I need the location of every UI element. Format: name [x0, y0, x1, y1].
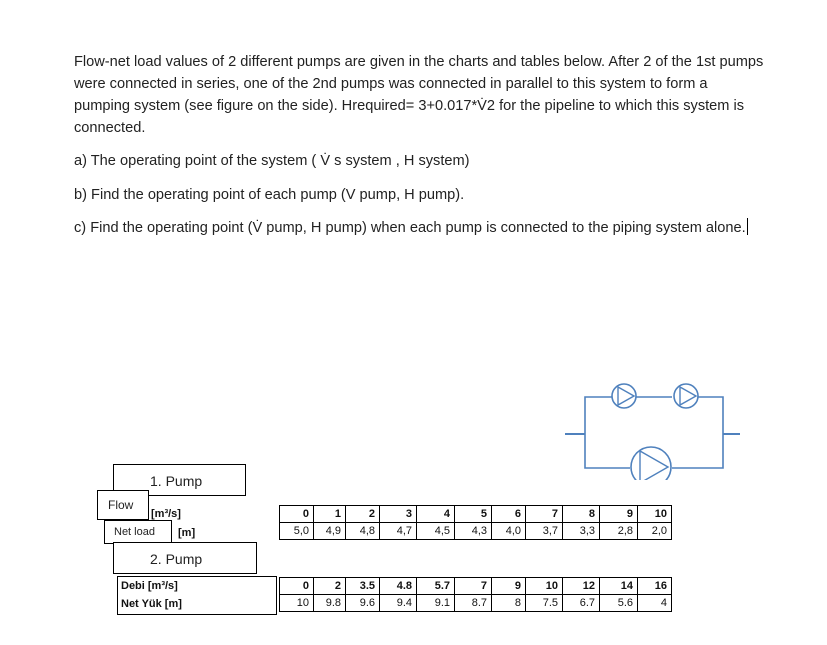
pump2-flow-cell: 7 [455, 578, 492, 595]
pump2-head-cell: 9.4 [380, 595, 417, 612]
pump2-flow-cell: 12 [563, 578, 600, 595]
series-branch-pipe [585, 397, 615, 434]
problem-part-c [74, 217, 764, 239]
pump2-head-cell: 9.6 [346, 595, 380, 612]
pump2-head-row [280, 595, 672, 612]
pump1-head-row [280, 523, 672, 540]
pump2-flow-cell: 10 [526, 578, 563, 595]
parallel-outlet-pipe [672, 434, 723, 468]
pump1-head-cell: 2,8 [600, 523, 638, 540]
pump2-title: 2. Pump [150, 551, 203, 567]
pump1-head-cell: 4,9 [314, 523, 346, 540]
pump1-flow-cell: 0 [280, 506, 314, 523]
pump1-head-cell: 4,3 [455, 523, 492, 540]
pump1-flow-cell: 8 [563, 506, 600, 523]
pump2-head-cell: 6.7 [563, 595, 600, 612]
net-load-label-box [104, 520, 172, 544]
pump1-head-cell: 4,5 [417, 523, 455, 540]
pump2-flow-cell: 9 [492, 578, 526, 595]
pump1-flow-cell: 1 [314, 506, 346, 523]
series-pump-2-icon [674, 384, 698, 408]
pump2-flow-cell: 0 [280, 578, 314, 595]
pump1-flow-cell: 4 [417, 506, 455, 523]
pump1-head-cell: 2,0 [638, 523, 672, 540]
problem-part-b: b) Find the operating point of each pump (V pump, H pump). [74, 187, 465, 203]
text-cursor [747, 218, 748, 235]
pump1-values-table [279, 505, 672, 540]
pump2-head-cell: 9.8 [314, 595, 346, 612]
pump2-flow-label: Debi [m³/s] [121, 580, 178, 592]
pump1-flow-cell: 10 [638, 506, 672, 523]
problem-intro-text: Flow-net load values of 2 different pumps are given in the charts and tables below. After 2 of the 1st pumps were connected in series, one of the 2nd pumps was connected in parallel to this system to form a pumping system (see figure on the side). Hrequired= 3+0.017*V̇2 for the pipeline to which this system is connected. [74, 54, 764, 136]
pump2-head-cell: 8 [492, 595, 526, 612]
flow-label: Flow [108, 498, 134, 512]
pump2-flow-cell: 4.8 [380, 578, 417, 595]
pump1-flow-cell: 5 [455, 506, 492, 523]
problem-part-a: a) The operating point of the system ( V̇ s system , H system) [74, 153, 470, 169]
pump2-flow-cell: 14 [600, 578, 638, 595]
pump2-flow-cell: 5.7 [417, 578, 455, 595]
pump1-head-cell: 3,7 [526, 523, 563, 540]
pump1-title: 1. Pump [150, 473, 203, 489]
pump1-flow-unit: [m³/s] [151, 508, 181, 520]
pump2-head-cell: 4 [638, 595, 672, 612]
flow-label-box [97, 490, 149, 520]
problem-part-c-text: c) Find the operating point (V̇ pump, H pump) when each pump is connected to the piping system alone. [74, 220, 746, 236]
pump1-flow-cell: 3 [380, 506, 417, 523]
parallel-branch-pipe [585, 434, 630, 468]
problem-intro [74, 51, 764, 139]
pump1-head-unit: [m] [178, 527, 196, 539]
pump2-flow-cell: 3.5 [346, 578, 380, 595]
pump2-head-cell: 10 [280, 595, 314, 612]
pump1-head-cell: 4,0 [492, 523, 526, 540]
pump2-head-label: Net Yük [m] [121, 598, 182, 610]
pump1-head-cell: 4,8 [346, 523, 380, 540]
pump1-flow-cell: 7 [526, 506, 563, 523]
pump2-flow-row [280, 578, 672, 595]
pump1-flow-row [280, 506, 672, 523]
pump2-flow-cell: 2 [314, 578, 346, 595]
pump2-head-cell: 9.1 [417, 595, 455, 612]
net-load-label: Net load [114, 526, 155, 538]
pump2-flow-cell: 16 [638, 578, 672, 595]
pump1-flow-cell: 2 [346, 506, 380, 523]
series-pump-1-icon [612, 384, 636, 408]
pump2-head-cell: 5.6 [600, 595, 638, 612]
pump1-flow-cell: 9 [600, 506, 638, 523]
pump1-flow-cell: 6 [492, 506, 526, 523]
pump2-values-table [279, 577, 672, 612]
pump1-head-cell: 5,0 [280, 523, 314, 540]
pump2-title-box [113, 542, 257, 574]
pump2-head-cell: 7.5 [526, 595, 563, 612]
series-outlet-pipe [698, 397, 723, 434]
pump1-head-cell: 4,7 [380, 523, 417, 540]
pump2-head-cell: 8.7 [455, 595, 492, 612]
parallel-pump-icon [631, 447, 671, 480]
pump1-head-cell: 3,3 [563, 523, 600, 540]
pump-system-diagram [560, 370, 750, 480]
